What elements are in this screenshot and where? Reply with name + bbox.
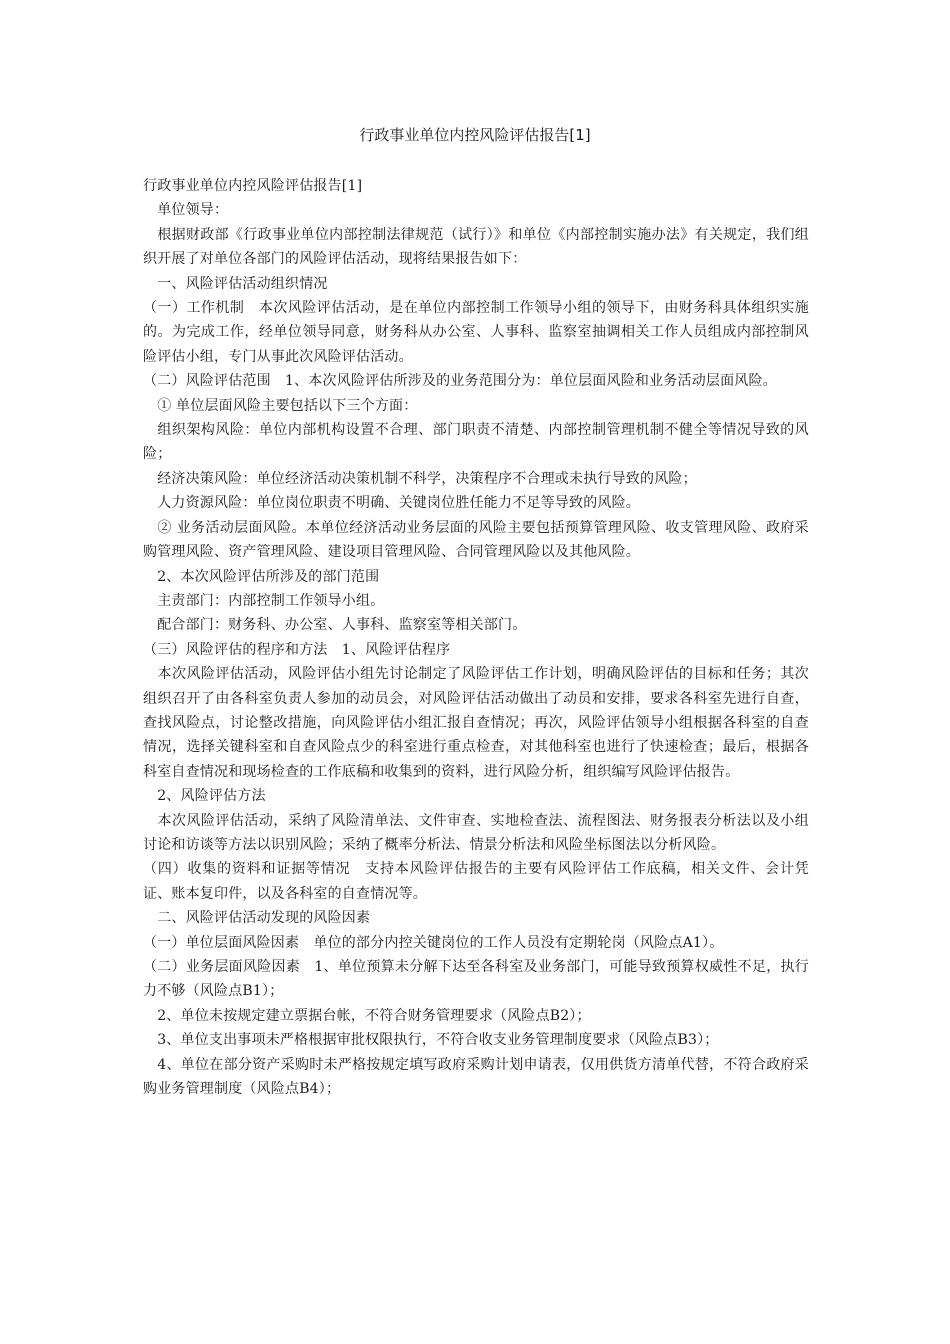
paragraph: 单位领导： xyxy=(143,202,229,219)
paragraph: 配合部门：财务科、办公室、人事科、监察室等相关部门。 xyxy=(143,617,527,634)
document-body xyxy=(143,174,809,1101)
paragraph: （二）风险评估范围 1、本次风险评估所涉及的业务范围分为：单位层面风险和业务活动层面风险。 xyxy=(143,373,777,390)
paragraph: 本次风险评估活动，采纳了风险清单法、文件审查、实地检查法、流程图法、财务报表分析法以及小组讨论和访谈等方法以识别风险；采纳了概率分析法、情景分析法和风险坐标图法以分析风险。 xyxy=(143,812,809,853)
document-title: 行政事业单位内控风险评估报告[1] xyxy=(359,126,591,144)
paragraph: 3、单位支出事项未严格根据审批权限执行，不符合收支业务管理制度要求（风险点B3）； xyxy=(143,1032,719,1049)
paragraph: 组织架构风险：单位内部机构设置不合理、部门职责不清楚、内部控制管理机制不健全等情况导致的风险； xyxy=(143,422,809,463)
paragraph: 4、单位在部分资产采购时未严格按规定填写政府采购计划申请表，仅用供货方清单代替，不符合政府采购业务管理制度（风险点B4）； xyxy=(143,1056,809,1098)
paragraph: 2、单位未按规定建立票据台帐，不符合财务管理要求（风险点B2）； xyxy=(143,1007,591,1024)
paragraph: ② 业务活动层面风险。本单位经济活动业务层面的风险主要包括预算管理风险、收支管理风险、政府采购管理风险、资产管理风险、建设项目管理风险、合同管理风险以及其他风险。 xyxy=(143,519,809,561)
paragraph: （四）收集的资料和证据等情况 支持本风险评估报告的主要有风险评估工作底稿，相关文件、会计凭证、账本复印件，以及各科室的自查情况等。 xyxy=(143,861,809,902)
paragraph: 一、风险评估活动组织情况 xyxy=(143,275,328,292)
paragraph: 人力资源风险：单位岗位职责不明确、关键岗位胜任能力不足等导致的风险。 xyxy=(143,495,640,512)
paragraph: （三）风险评估的程序和方法 1、风险评估程序 xyxy=(143,641,451,658)
paragraph: （一）单位层面风险因素 单位的部分内控关键岗位的工作人员没有定期轮岗（风险点A1）。 xyxy=(143,934,724,951)
paragraph: （一）工作机制 本次风险评估活动，是在单位内部控制工作领导小组的领导下，由财务科具体组织实施的。为完成工作，经单位领导同意，财务科从办公室、人事科、监察室抽调相关工作人员组成内部控制风险评估小组，专门从事此次风险评估活动。 xyxy=(143,300,809,365)
paragraph: 2、风险评估方法 xyxy=(143,788,266,805)
paragraph: 主责部门：内部控制工作领导小组。 xyxy=(143,592,385,609)
paragraph: 2、本次风险评估所涉及的部门范围 xyxy=(143,568,380,585)
paragraph: ① 单位层面风险主要包括以下三个方面： xyxy=(143,397,418,414)
paragraph: （二）业务层面风险因素 1、单位预算未分解下达至各科室及业务部门，可能导致预算权威性不足，执行力不够（风险点B1）； xyxy=(143,959,809,1000)
paragraph: 本次风险评估活动，风险评估小组先讨论制定了风险评估工作计划，明确风险评估的目标和任务；其次组织召开了由各科室负责人参加的动员会，对风险评估活动做出了动员和安排，要求各科室先进行自查，查找风险点，讨论整改措施，向风险评估小组汇报自查情况；再次，风险评估领导小组根据各科室的自查情况，选择关键科室和自查风险点少的科室进行重点检查，对其他科室也进行了快速检查；最后，根据各科室自查情况和现场检查的工作底稿和收集到的资料，进行风险分析，组织编写风险评估报告。 xyxy=(143,666,809,780)
paragraph: 二、风险评估活动发现的风险因素 xyxy=(143,910,371,927)
paragraph: 行政事业单位内控风险评估报告[1] xyxy=(143,178,363,194)
paragraph: 根据财政部《行政事业单位内部控制法律规范（试行）》和单位《内部控制实施办法》有关规定，我们组织开展了对单位各部门的风险评估活动，现将结果报告如下： xyxy=(143,226,809,268)
paragraph: 经济决策风险：单位经济活动决策机制不科学，决策程序不合理或未执行导致的风险； xyxy=(143,470,697,487)
